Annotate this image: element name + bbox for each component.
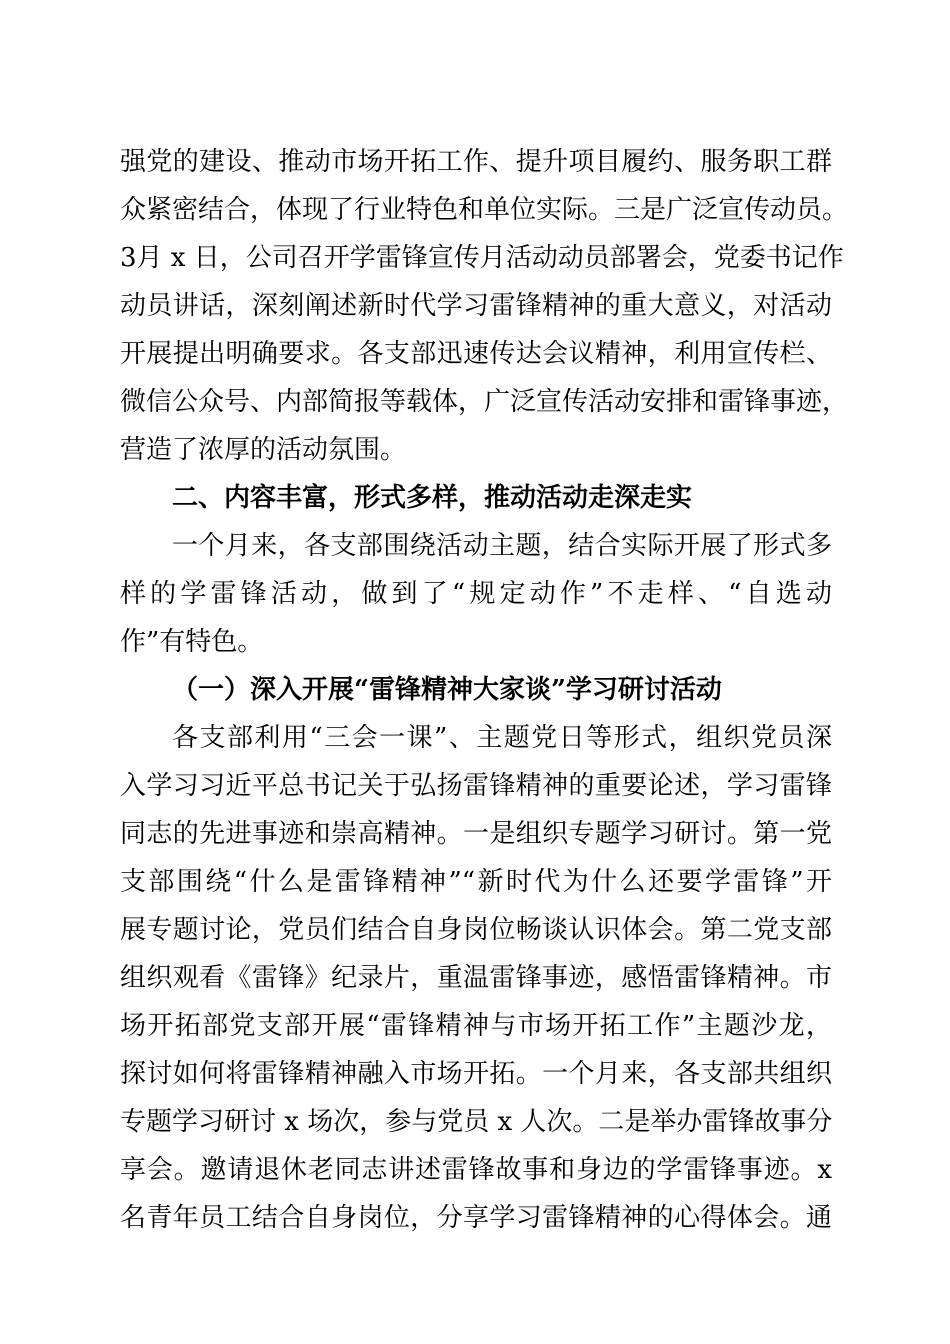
paragraph-line: 同志的先进事迹和崇高精神。一是组织专题学习研讨。第一党	[120, 819, 832, 849]
paragraph-line: 入学习习近平总书记关于弘扬雷锋精神的重要论述，学习雷锋	[120, 771, 832, 801]
paragraph-line: 组织观看《雷锋》纪录片，重温雷锋事迹，感悟雷锋精神。市	[120, 963, 832, 993]
paragraph-line: 名青年员工结合自身岗位，分享学习雷锋精神的心得体会。通	[120, 1203, 832, 1233]
paragraph-line: 动员讲话，深刻阐述新时代学习雷锋精神的重大意义，对活动	[120, 291, 832, 321]
paragraph-line: 强党的建设、推动市场开拓工作、提升项目履约、服务职工群	[120, 147, 832, 177]
paragraph-line: 营造了浓厚的活动氛围。	[120, 435, 407, 465]
sub-heading: （一）深入开展“雷锋精神大家谈”学习研讨活动	[172, 675, 722, 705]
paragraph-line: 场开拓部党支部开展“雷锋精神与市场开拓工作”主题沙龙，	[120, 1011, 832, 1041]
paragraph-line: 作”有特色。	[120, 627, 264, 657]
paragraph-line: 一个月来，各支部围绕活动主题，结合实际开展了形式多	[172, 531, 832, 561]
paragraph-line: 展专题讨论，党员们结合自身岗位畅谈认识体会。第二党支部	[120, 915, 832, 945]
paragraph-line: 众紧密结合，体现了行业特色和单位实际。三是广泛宣传动员。	[120, 195, 849, 225]
section-heading: 二、内容丰富，形式多样，推动活动走深走实	[172, 483, 693, 513]
paragraph-line: 享会。邀请退休老同志讲述雷锋故事和身边的学雷锋事迹。x	[120, 1155, 832, 1185]
paragraph-line: 专题学习研讨 x 场次，参与党员 x 人次。二是举办雷锋故事分	[120, 1107, 833, 1137]
paragraph-line: 样的学雷锋活动，做到了“规定动作”不走样、“自选动	[120, 579, 832, 609]
paragraph-line: 支部围绕“什么是雷锋精神”“新时代为什么还要学雷锋”开	[120, 867, 832, 897]
paragraph-line: 微信公众号、内部简报等载体，广泛宣传活动安排和雷锋事迹，	[120, 387, 849, 417]
paragraph-line: 开展提出明确要求。各支部迅速传达会议精神，利用宣传栏、	[120, 339, 832, 369]
paragraph-line: 各支部利用“三会一课”、主题党日等形式，组织党员深	[172, 723, 832, 753]
paragraph-line: 3月 x 日，公司召开学雷锋宣传月活动动员部署会，党委书记作	[120, 243, 844, 273]
paragraph-line: 探讨如何将雷锋精神融入市场开拓。一个月来，各支部共组织	[120, 1059, 832, 1089]
